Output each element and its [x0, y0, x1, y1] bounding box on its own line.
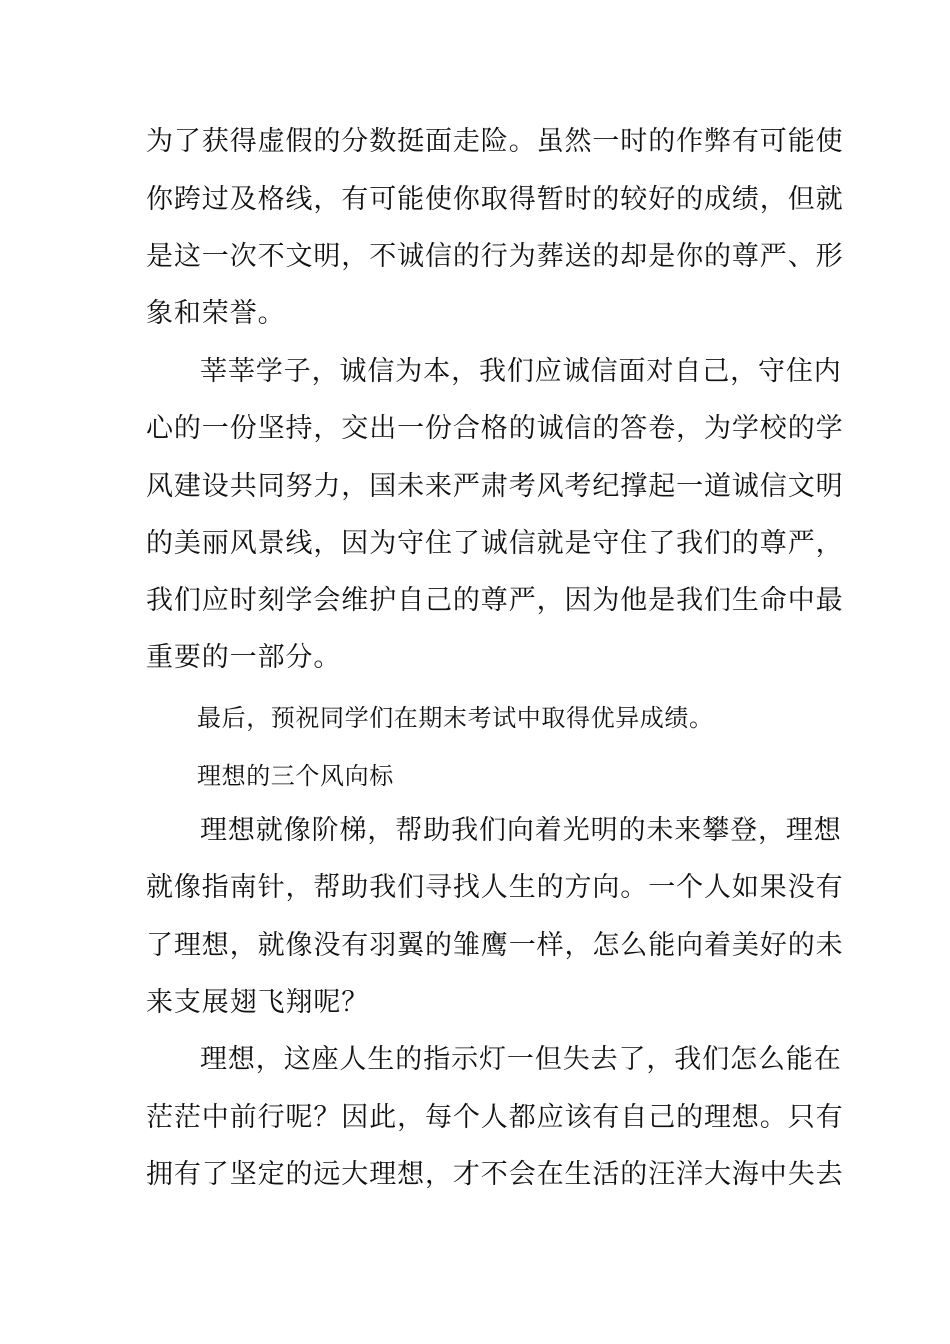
text-line: 为了获得虚假的分数挺面走险。虽然一时的作弊有可能使 — [146, 126, 844, 157]
text-line: 最后，预祝同学们在期末考试中取得优异成绩。 — [197, 704, 714, 732]
text-line: 风建设共同努力，国未来严肃考风考纪撑起一道诚信文明 — [146, 471, 844, 502]
text-line: 了理想，就像没有羽翼的雏鹰一样，怎么能向着美好的未 — [146, 930, 844, 961]
text-line: 就像指南针，帮助我们寻找人生的方向。一个人如果没有 — [146, 872, 844, 903]
text-line: 象和荣誉。 — [146, 298, 286, 329]
text-line: 重要的一部分。 — [146, 642, 342, 673]
text-line: 是这一次不文明，不诚信的行为葬送的却是你的尊严、形 — [146, 241, 844, 272]
text-line: 的美丽风景线，因为守住了诚信就是守住了我们的尊严， — [146, 528, 844, 559]
text-line: 我们应时刻学会维护自己的尊严，因为他是我们生命中最 — [146, 585, 844, 616]
section-heading: 理想的三个风向标 — [197, 762, 394, 790]
text-line: 来支展翅飞翔呢？ — [146, 987, 370, 1018]
text-line: 拥有了坚定的远大理想，才不会在生活的汪洋大海中失去 — [146, 1159, 844, 1190]
text-line: 理想就像阶梯，帮助我们向着光明的未来攀登，理想 — [200, 815, 842, 846]
text-line: 理想，这座人生的指示灯一但失去了，我们怎么能在 — [200, 1044, 842, 1075]
text-line: 心的一份坚持，交出一份合格的诚信的答卷，为学校的学 — [146, 413, 844, 444]
text-line: 茫茫中前行呢？因此，每个人都应该有自己的理想。只有 — [146, 1102, 844, 1133]
text-line: 莘莘学子，诚信为本，我们应诚信面对自己，守住内 — [200, 356, 842, 387]
text-line: 你跨过及格线，有可能使你取得暂时的较好的成绩，但就 — [146, 184, 844, 215]
